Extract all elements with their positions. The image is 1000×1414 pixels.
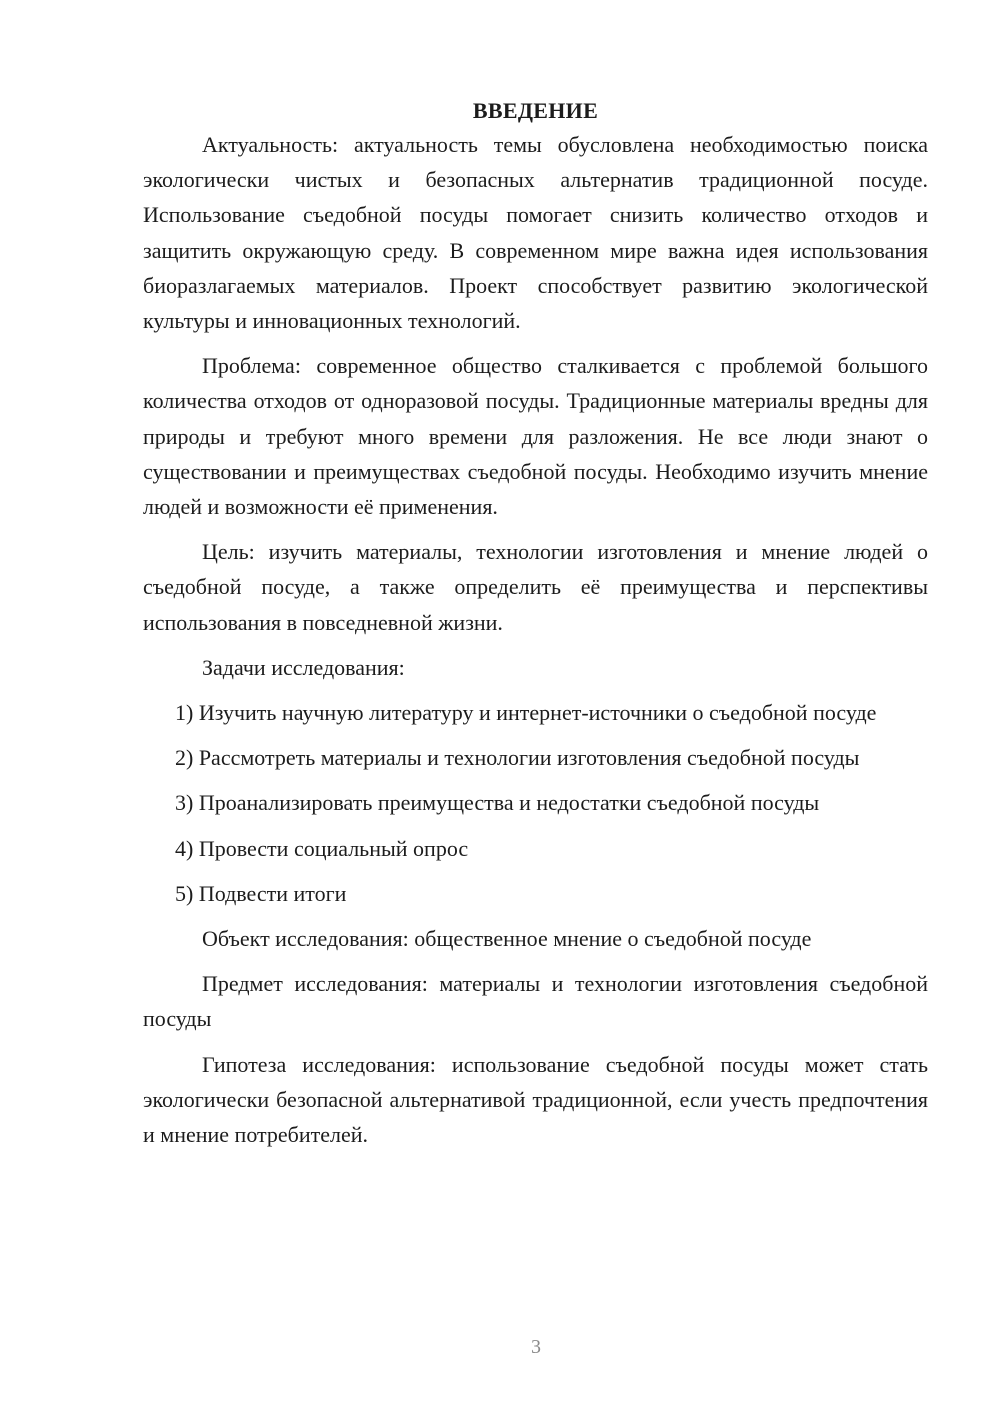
page-content <box>143 94 928 1152</box>
paragraph-subject: Предмет исследования: материалы и технологии изготовления съедобной посуды <box>143 971 928 1032</box>
task-item-2: 2) Рассмотреть материалы и технологии изготовления съедобной посуды <box>175 745 860 771</box>
paragraph-goal: Цель: изучить материалы, технологии изготовления и мнение людей о съедобной посуде, а также определить её преимущества и перспективы использования в повседневной жизни. <box>143 539 928 635</box>
task-item-5: 5) Подвести итоги <box>175 880 347 906</box>
page-number: 3 <box>531 1336 541 1358</box>
task-item-1: 1) Изучить научную литературу и интернет-источники о съедобной посуде <box>175 700 877 726</box>
tasks-heading: Задачи исследования: <box>202 654 405 680</box>
section-title: ВВЕДЕНИЕ <box>472 98 599 123</box>
task-item-3: 3) Проанализировать преимущества и недостатки съедобной посуды <box>175 790 820 816</box>
paragraph-object: Объект исследования: общественное мнение о съедобной посуде <box>202 926 812 952</box>
task-item-4: 4) Провести социальный опрос <box>175 835 469 861</box>
paragraph-relevance: Актуальность: актуальность темы обусловлена необходимостью поиска экологически чистых и безопасных альтернатив традиционной посуде. Использование съедобной посуды помогает снизить количество отходов и защитить окружающую среду. В современном мире важна идея использования биоразлагаемых материалов. Проект способствует развитию экологической культуры и инновационных технологий. <box>143 132 928 334</box>
paragraph-hypothesis: Гипотеза исследования: использование съедобной посуды может стать экологически безопасной альтернативой традиционной, если учесть предпочтения и мнение потребителей. <box>143 1051 928 1148</box>
paragraph-problem: Проблема: современное общество сталкивается с проблемой большого количества отходов от одноразовой посуды. Традиционные материалы вредны для природы и требуют много времени для разложения. Не все люди знают о существовании и преимуществах съедобной посуды. Необходимо изучить мнение людей и возможности её применения. <box>143 353 928 520</box>
